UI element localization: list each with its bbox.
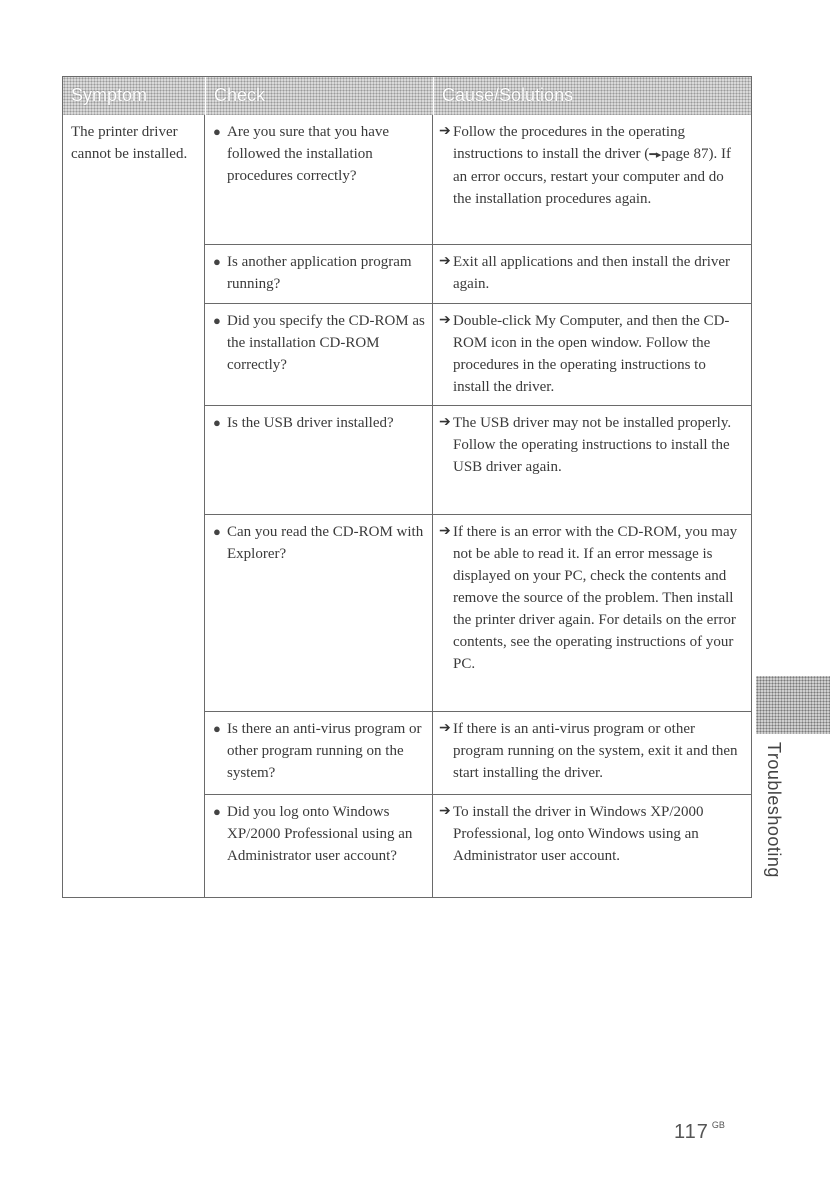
header-check: Check [205,77,433,115]
header-cause-solutions: Cause/Solutions [433,77,751,115]
table-row [205,245,751,304]
check-cell: ● Is another application program running? [205,245,433,303]
page-reference-icon: ━▸ [649,148,662,161]
solution-cell: ➔ Follow the procedures in the operating instructions to install the driver (━▸page 87). If an error occurs, restart your computer and do the installation procedures again. [433,115,751,244]
bullet-icon: ● [213,313,221,328]
check-cell: ● Is the USB driver installed? [205,406,433,514]
bullet-icon: ● [213,524,221,539]
solution-cell: ➔ To install the driver in Windows XP/2000 Professional, log onto Windows using an Administrator user account. [433,795,751,897]
arrow-right-icon: ➔ [439,721,451,736]
check-cell: ● Is there an anti-virus program or other program running on the system? [205,712,433,794]
table-row [205,795,751,897]
bullet-icon: ● [213,124,221,139]
section-tab-marker [756,676,830,734]
check-solution-rows [205,115,751,897]
solution-cell: ➔ If there is an error with the CD-ROM, you may not be able to read it. If an error message is displayed on your PC, check the contents and remove the source of the problem. Then install the printer driver again. For details on the error contents, see the operating instructions of your PC. [433,515,751,711]
arrow-right-icon: ➔ [439,524,451,539]
table-row [205,515,751,712]
troubleshooting-table [62,76,752,898]
bullet-icon: ● [213,254,221,269]
table-row [205,304,751,406]
header-symptom: Symptom [71,85,148,105]
bullet-icon: ● [213,804,221,819]
table-row [205,115,751,245]
solution-cell: ➔ If there is an anti-virus program or other program running on the system, exit it and then start installing the driver. [433,712,751,794]
section-label: Troubleshooting [764,742,784,878]
check-cell: ● Did you specify the CD-ROM as the installation CD-ROM correctly? [205,304,433,405]
bullet-icon: ● [213,721,221,736]
page-reference: page 87 [661,146,709,162]
solution-cell: ➔ Double-click My Computer, and then the CD-ROM icon in the open window. Follow the procedures in the operating instructions to install the driver. [433,304,751,405]
page-number: 117 $^{GB}$ [674,1120,725,1143]
table-body [63,115,751,897]
check-cell: ● Are you sure that you have followed the installation procedures correctly? [205,115,433,244]
arrow-right-icon: ➔ [439,415,451,430]
arrow-right-icon: ➔ [439,254,451,269]
bullet-icon: ● [213,415,221,430]
page-suffix: GB [711,1120,725,1130]
table-row [205,406,751,515]
arrow-right-icon: ➔ [439,124,451,139]
solution-cell: ➔ Exit all applications and then install the driver again. [433,245,751,303]
table-row [205,712,751,795]
solution-cell: ➔ The USB driver may not be installed properly. Follow the operating instructions to install the USB driver again. [433,406,751,514]
table-header [63,76,751,115]
arrow-right-icon: ➔ [439,804,451,819]
check-cell: ● Can you read the CD-ROM with Explorer? [205,515,433,711]
symptom-cell: The printer driver cannot be installed. [63,115,205,897]
check-cell: ● Did you log onto Windows XP/2000 Professional using an Administrator user account? [205,795,433,897]
arrow-right-icon: ➔ [439,313,451,328]
